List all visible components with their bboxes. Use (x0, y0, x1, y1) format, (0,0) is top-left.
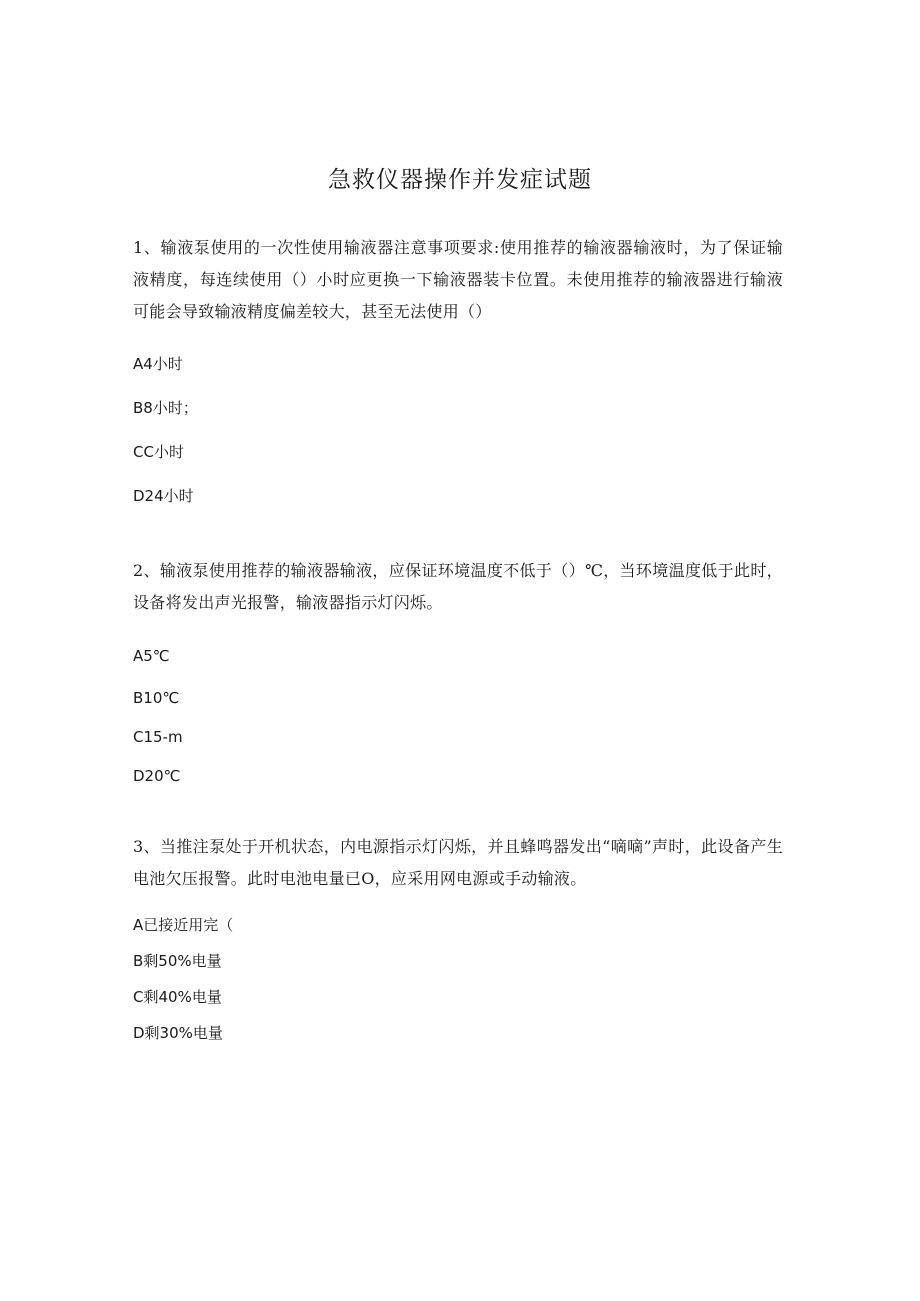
question-1-option-a: A4小时 (133, 355, 183, 373)
question-3-option-b: B剩50%电量 (133, 952, 222, 970)
question-1-option-c: CC小时 (133, 443, 184, 461)
question-1-option-d: D24小时 (133, 487, 194, 505)
question-3-option-c: C剩40%电量 (133, 988, 222, 1006)
question-1-option-b: B8小时； (133, 399, 198, 417)
question-2-option-d: D20℃ (133, 767, 181, 785)
document-title: 急救仪器操作并发症试题 (328, 167, 592, 193)
question-3-text: 3、当推注泵处于开机状态，内电源指示灯闪烁，并且蜂鸣器发出“嘀嘀”声时，此设备产生电池欠压报警。此时电池电量已O，应采用网电源或手动输液。 (133, 837, 783, 888)
question-3-option-a: A已接近用完（ (133, 916, 234, 934)
question-2-option-a: A5℃ (133, 647, 170, 665)
question-1-text: 1、输液泵使用的一次性使用输液器注意事项要求:使用推荐的输液器输液时，为了保证输液精度，每连续使用（）小时应更换一下输液器装卡位置。未使用推荐的输液器进行输液可能会导致输液精度偏差较大，甚至无法使用（） (133, 238, 783, 321)
question-2-text: 2、输液泵使用推荐的输液器输液，应保证环境温度不低于（）℃，当环境温度低于此时，设备将发出声光报警，输液器指示灯闪烁。 (133, 561, 783, 612)
question-2-option-c: C15-m (133, 728, 183, 746)
question-3-option-d: D剩30%电量 (133, 1024, 223, 1042)
question-2-option-b: B10℃ (133, 689, 180, 707)
